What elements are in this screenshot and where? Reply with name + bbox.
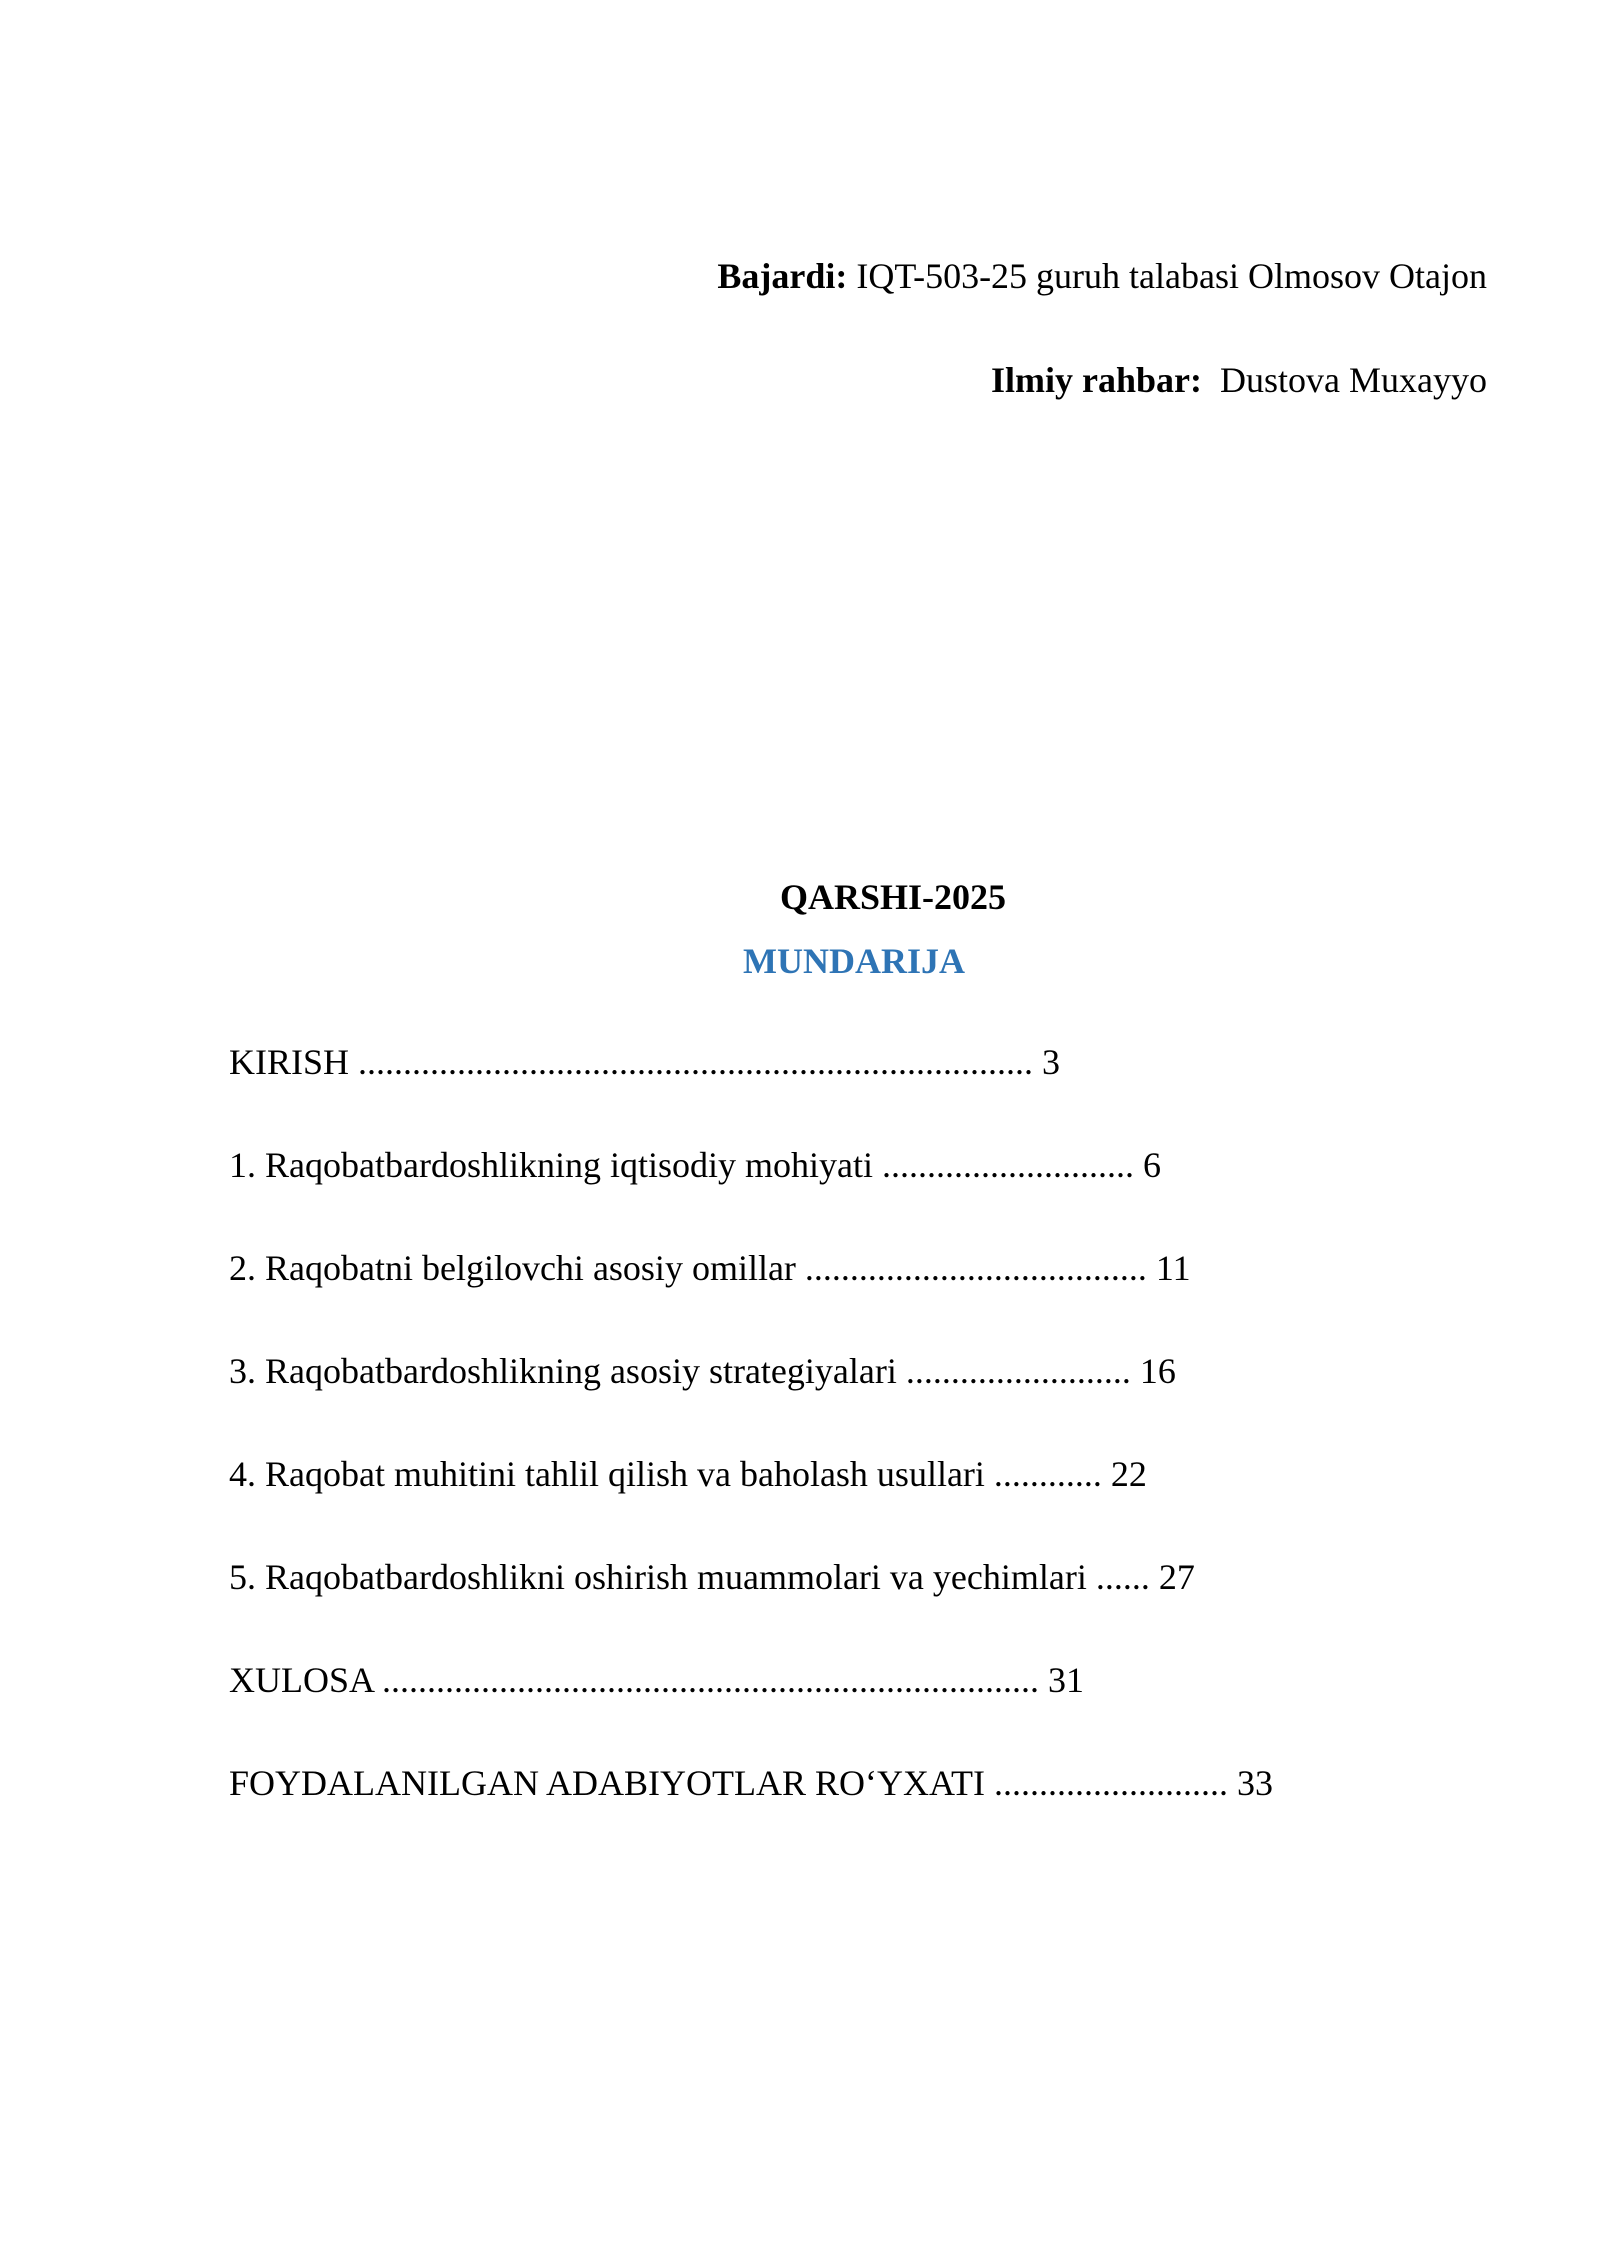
toc-item-3: 3. Raqobatbardoshlikning asosiy strategiyalari ......................... 16 [229,1351,1176,1391]
toc-item-references: FOYDALANILGAN ADABIYOTLAR RO‘YXATI .......................... 33 [229,1763,1273,1803]
city-year-heading: QARSHI-2025 [780,877,1007,917]
table-of-contents [229,1044,1273,1868]
supervisor-line [991,362,1487,398]
supervisor-value: Dustova Muxayyo [1202,360,1487,400]
toc-item-introduction: KIRISH ........................................................................... 3 [229,1042,1061,1082]
toc-item-2: 2. Raqobatni belgilovchi asosiy omillar ...................................... 11 [229,1248,1191,1288]
performer-value: IQT-503-25 guruh talabasi Olmosov Otajon [847,256,1487,296]
supervisor-label: Ilmiy rahbar: [991,360,1203,400]
toc-item-4: 4. Raqobat muhitini tahlil qilish va baholash usullari ............ 22 [229,1454,1147,1494]
performer-line [717,258,1487,294]
toc-item-5: 5. Raqobatbardoshlikni oshirish muammolari va yechimlari ...... 27 [229,1557,1195,1597]
toc-item-1: 1. Raqobatbardoshlikning iqtisodiy mohiyati ............................ 6 [229,1145,1161,1185]
toc-item-conclusion: XULOSA ......................................................................... 31 [229,1660,1085,1700]
table-of-contents-title: MUNDARIJA [743,941,965,981]
performer-label: Bajardi: [717,256,848,296]
